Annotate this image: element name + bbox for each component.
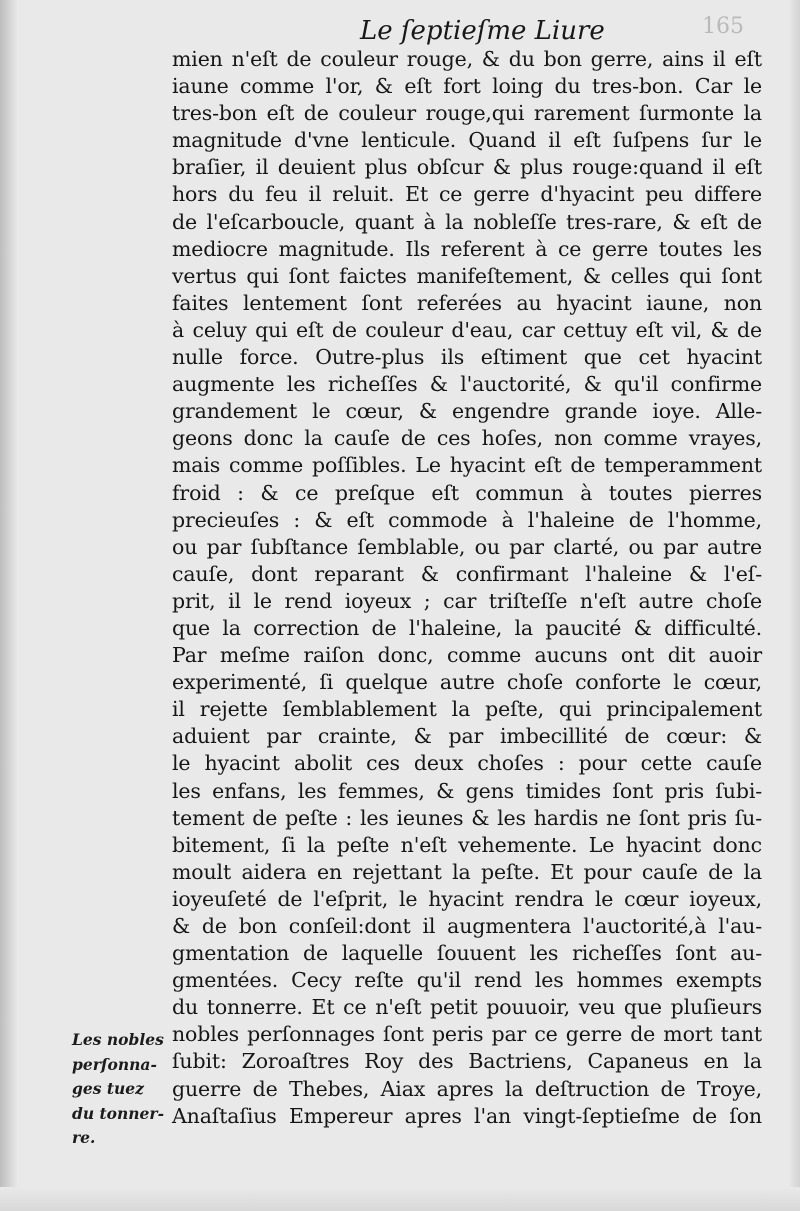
- text-line: iaune comme l'or, & eſt fort loing du tres-bon. Car le: [172, 74, 762, 99]
- gutter-shadow: [0, 0, 18, 1211]
- text-line: froid : & ce preſque eſt commun à toutes pierres: [172, 480, 762, 505]
- margin-note-line: Les nobles: [72, 1030, 164, 1049]
- text-line: aduient par crainte, & par imbecillité de cœur: &: [172, 724, 762, 749]
- text-line: il rejette ſemblablement la peſte, qui principalement: [172, 697, 762, 722]
- text-line: tres-bon eſt de couleur rouge,qui rarement ſurmonte la: [172, 101, 762, 126]
- running-head: Le ſeptieſme Liure: [360, 16, 605, 46]
- text-line: Anaſtaſius Empereur apres l'an vingt-ſeptieſme de ſon: [172, 1103, 762, 1128]
- text-line: Par meſme raiſon donc, comme aucuns ont dit auoir: [172, 643, 762, 668]
- margin-note-line: re.: [72, 1128, 96, 1147]
- text-line: que la correction de l'haleine, la paucité & difficulté.: [172, 615, 762, 640]
- text-line: mediocre magnitude. Ils referent à ce gerre toutes les: [172, 236, 762, 261]
- text-line: cauſe, dont reparant & confirmant l'haleine & l'eſ-: [172, 561, 762, 586]
- text-line: grandement le cœur, & engendre grande ioye. Alle-: [172, 399, 762, 424]
- text-line: ſubit: Zoroaſtres Roy des Bactriens, Capaneus en la: [172, 1049, 762, 1074]
- text-line: nobles perſonnages ſont peris par ce gerre de mort tant: [172, 1022, 762, 1047]
- text-line: & de bon conſeil:dont il augmentera l'auctorité,à l'au-: [172, 914, 762, 938]
- text-line: tement de peſte : les ieunes & les hardis ne ſont pris ſu-: [172, 805, 762, 830]
- text-line: augmente les richeſſes & l'auctorité, & qu'il confirme: [172, 372, 762, 397]
- text-line: gmentation de laquelle ſouuent les richeſſes ſont au-: [172, 941, 762, 966]
- text-line: vertus qui ſont faictes manifeſtement, & celles qui ſont: [172, 263, 762, 288]
- text-line: mais comme poſſibles. Le hyacint eſt de temperamment: [172, 453, 762, 478]
- body-text: [172, 46, 762, 1130]
- folio-show-through: 165: [702, 14, 744, 39]
- text-line: guerre de Thebes, Aiax apres la deſtruction de Troye,: [172, 1076, 762, 1101]
- text-line: bitement, ſi la peſte n'eſt vehemente. Le hyacint donc: [172, 832, 762, 857]
- text-line: gmentées. Cecy reſte qu'il rend les hommes exempts: [172, 968, 762, 993]
- text-line: le hyacint abolit ces deux choſes : pour cette cauſe: [172, 751, 762, 776]
- page-edge: [788, 0, 800, 1211]
- text-line: moult aidera en rejettant la peſte. Et pour cauſe de la: [172, 859, 762, 884]
- text-line: mien n'eſt de couleur rouge, & du bon gerre, ains il eſt: [172, 47, 762, 71]
- text-line: nulle force. Outre-plus ils eſtiment que cet hyacint: [172, 345, 762, 370]
- text-line: experimenté, ſi quelque autre choſe conforte le cœur,: [172, 670, 762, 695]
- margin-note: [72, 1028, 172, 1151]
- text-line: à celuy qui eſt de couleur d'eau, car cettuy eſt vil, & de: [172, 317, 762, 342]
- text-line: les enfans, les femmes, & gens timides ſont pris ſubi-: [172, 778, 762, 803]
- margin-note-line: perſonna-: [72, 1054, 157, 1074]
- text-line: precieuſes : & eſt commode à l'haleine de l'homme,: [172, 507, 762, 532]
- text-line: du tonnerre. Et ce n'eſt petit pouuoir, veu que pluſieurs: [172, 995, 762, 1020]
- page-bottom-edge: [0, 1187, 800, 1211]
- text-line: faites lentement ſont referées au hyacint iaune, non: [172, 290, 762, 315]
- text-line: prit, il le rend ioyeux ; car triſteſſe n'eſt autre choſe: [172, 588, 762, 613]
- text-line: ou par ſubſtance ſemblable, ou par clarté, ou par autre: [172, 534, 762, 559]
- text-line: hors du feu il reluit. Et ce gerre d'hyacint peu differe: [172, 182, 762, 207]
- margin-note-line: ges tuez: [72, 1079, 144, 1098]
- margin-note-line: du tonner-: [72, 1103, 165, 1123]
- text-line: ioyeuſeté de l'eſprit, le hyacint rendra le cœur ioyeux,: [172, 886, 762, 911]
- text-line: de l'eſcarboucle, quant à la nobleſſe tres-rare, & eſt de: [172, 209, 762, 234]
- text-line: geons donc la cauſe de ces hoſes, non comme vrayes,: [172, 426, 762, 451]
- text-line: braſier, il deuient plus obſcur & plus rouge:quand il eſt: [172, 155, 762, 180]
- text-line: magnitude d'vne lenticule. Quand il eſt ſuſpens ſur le: [172, 128, 762, 153]
